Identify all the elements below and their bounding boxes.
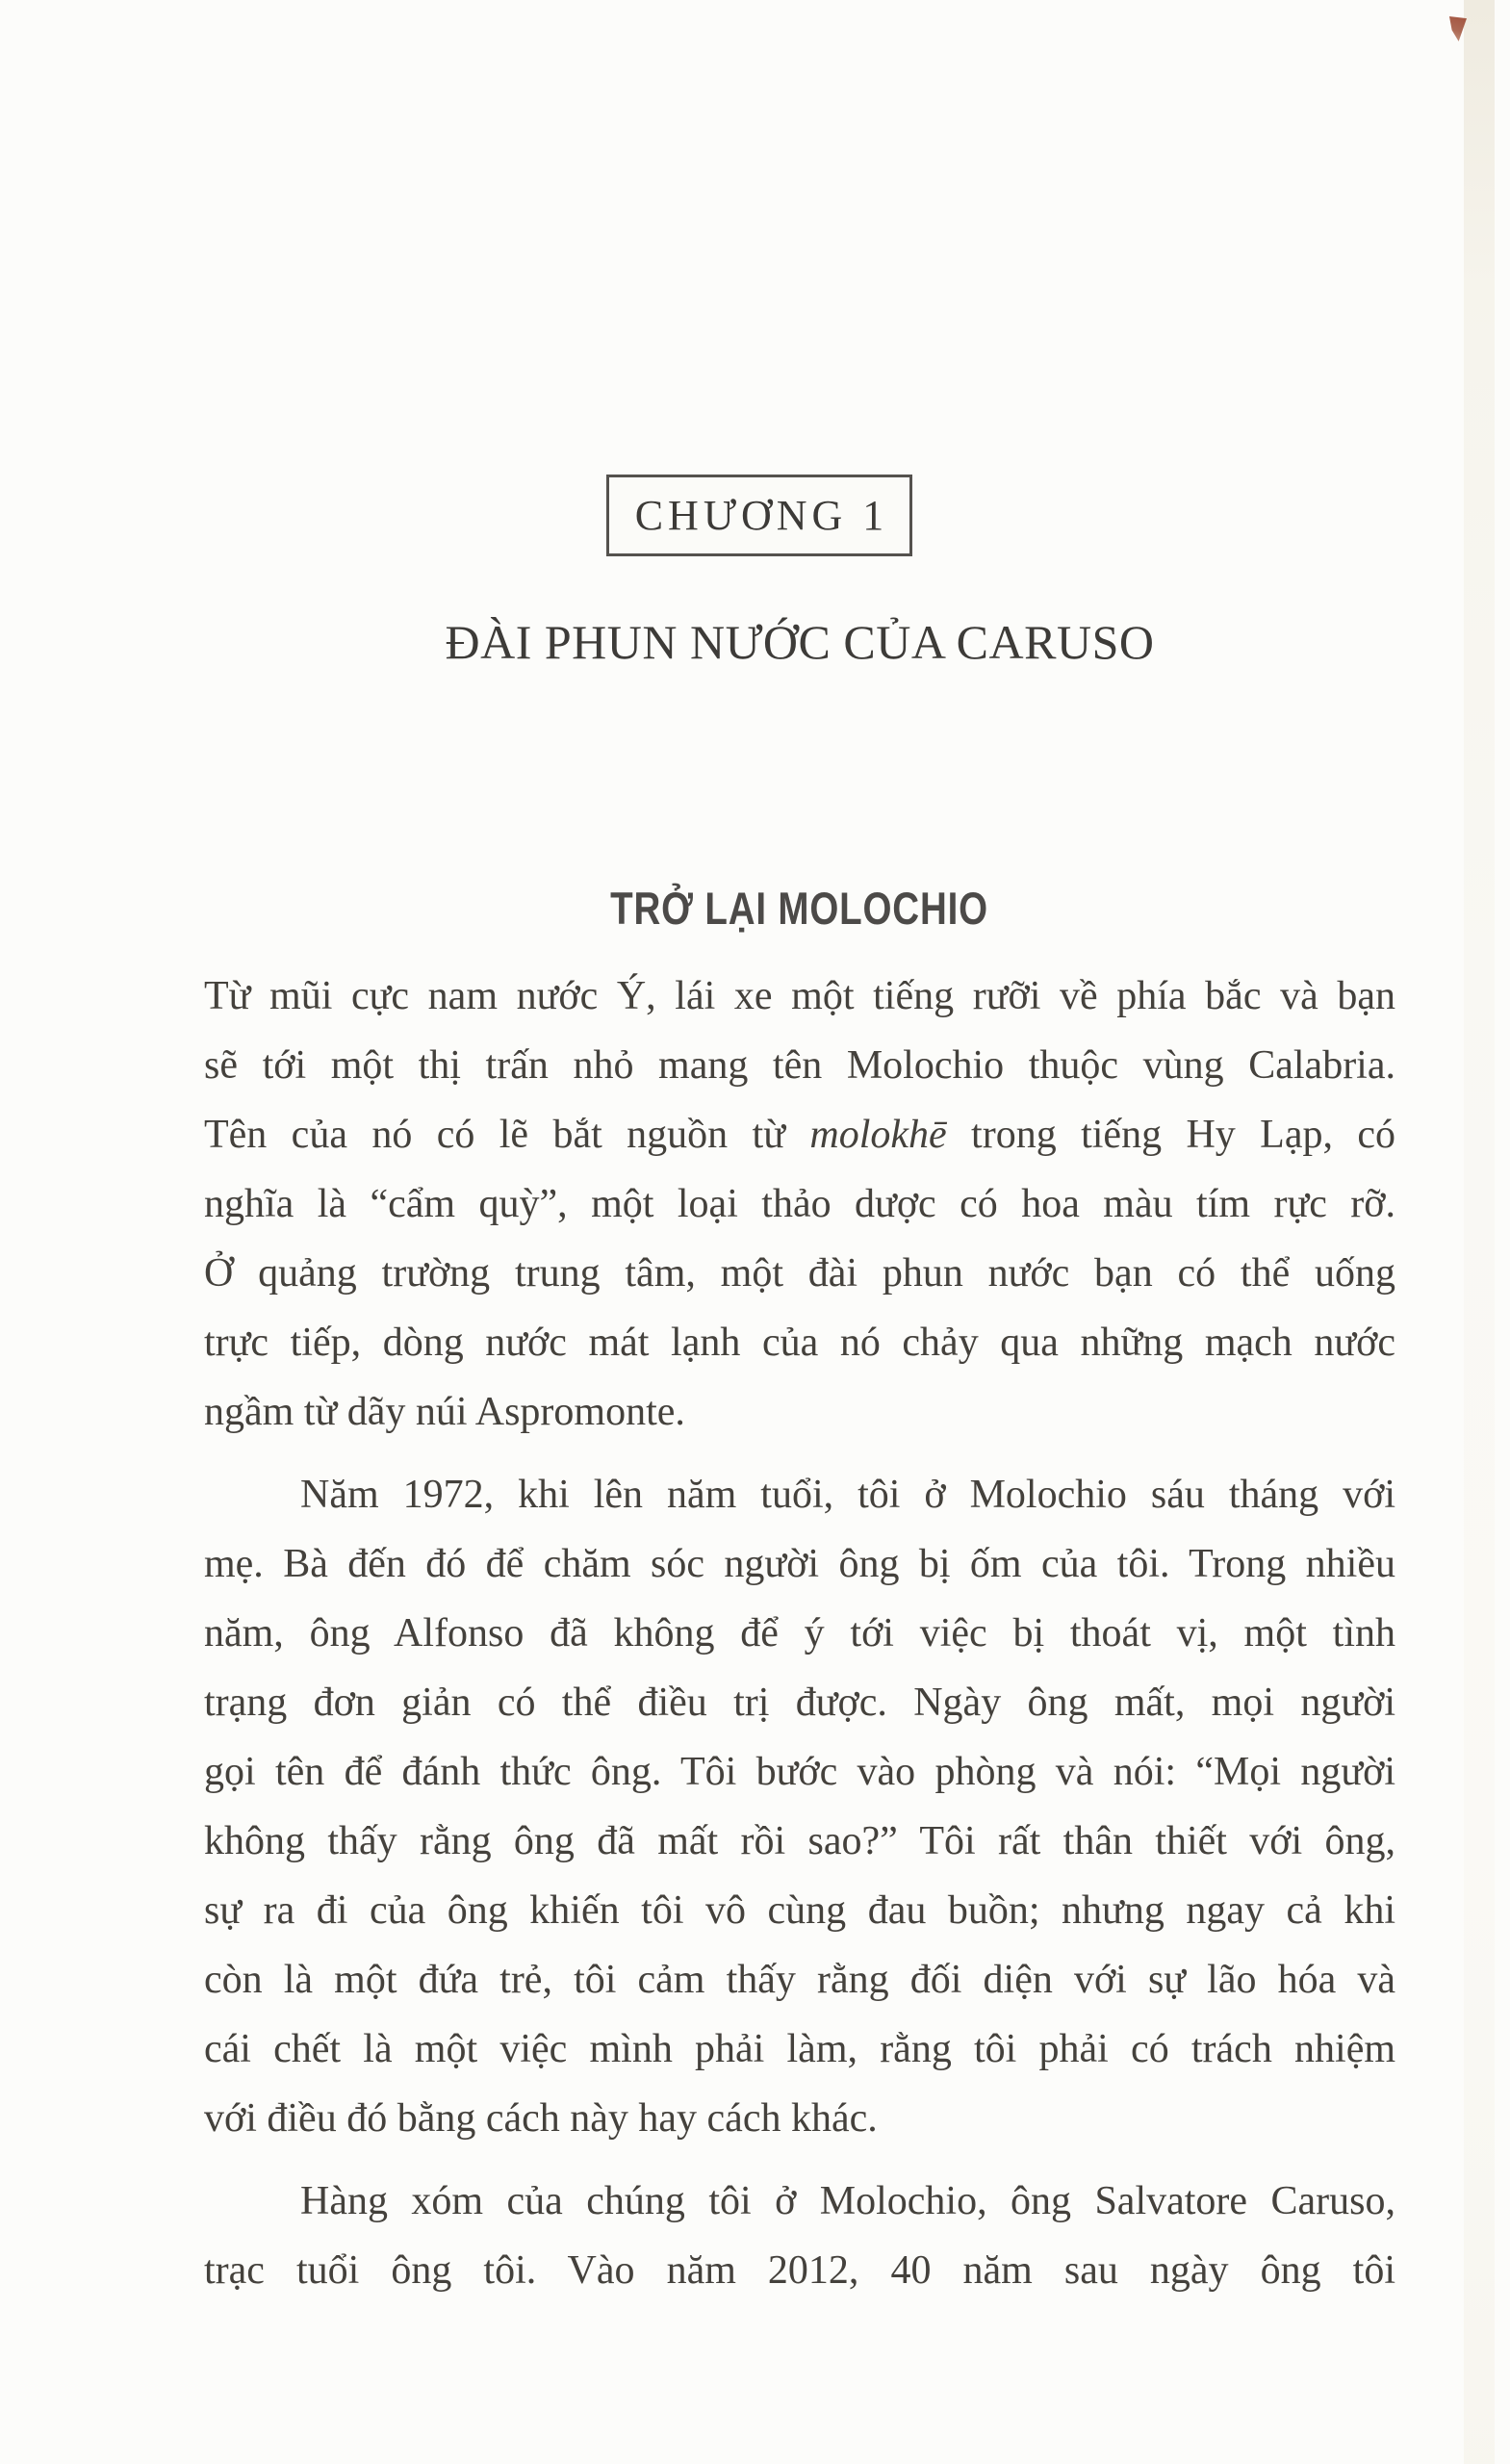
page-edge-shadow [1464,0,1495,2464]
body-text-segment: với điều đó bằng cách này hay cách khác. [204,2096,878,2141]
body-line [204,2236,1395,2305]
section-heading [204,882,1395,935]
body-line [204,1100,1395,1169]
body-line [204,1031,1395,1100]
chapter-number-label: CHƯƠNG 1 [634,492,889,539]
body-text-segment: không thấy rằng ông đã mất rồi sao?” Tôi rất thân thiết với ông, [204,1819,1395,1863]
body-text-segment: ngầm từ dãy núi Aspromonte. [204,1390,685,1434]
body-line [204,1599,1395,1668]
body-line [204,1529,1395,1599]
body-text-segment: cái chết là một việc mình phải làm, rằng tôi phải có trách nhiệm [204,2027,1395,2071]
body-text-segment: Từ mũi cực nam nước Ý, lái xe một tiếng rưỡi về phía bắc và bạn [204,974,1395,1018]
body-line [204,1169,1395,1239]
body-line [204,1737,1395,1807]
body-line [204,1945,1395,2015]
body-text-segment: Năm 1972, khi lên năm tuổi, tôi ở Molochio sáu tháng với [300,1473,1395,1517]
body-text-segment: Ở quảng trường trung tâm, một đài phun nước bạn có thể uống [204,1251,1395,1296]
italic-term: molokhē [809,1113,947,1157]
body-text-segment: mẹ. Bà đến đó để chăm sóc người ông bị ốm của tôi. Trong nhiều [204,1542,1395,1586]
body-text-segment: trạc tuổi ông tôi. Vào năm 2012, 40 năm sau ngày ông tôi [204,2248,1395,2293]
chapter-title: ĐÀI PHUN NƯỚC CỦA CARUSO [445,615,1155,669]
body-text-segment: sẽ tới một thị trấn nhỏ mang tên Molochio thuộc vùng Calabria. [204,1043,1395,1088]
body-text-segment: gọi tên để đánh thức ông. Tôi bước vào phòng và nói: “Mọi người [204,1750,1395,1794]
body-line [204,1377,1395,1447]
body-text-segment: Tên của nó có lẽ bắt nguồn từ [204,1113,810,1157]
body-line [204,1239,1395,1308]
scan-fleck-icon [1446,16,1467,41]
section-heading-label: TRỞ LẠI MOLOCHIO [610,883,989,934]
body-line [204,2167,1395,2236]
body-text-segment: năm, ông Alfonso đã không để ý tới việc bị thoát vị, một tình [204,1611,1395,1656]
body-line [204,2015,1395,2084]
body-line [204,1308,1395,1377]
body-paragraphs [204,962,1395,2305]
body-line [204,962,1395,1031]
body-text-segment: trong tiếng Hy Lạp, có [946,1113,1396,1157]
body-line [204,1668,1395,1737]
body-text-segment: sự ra đi của ông khiến tôi vô cùng đau buồn; nhưng ngay cả khi [204,1888,1395,1933]
body-text-segment: Hàng xóm của chúng tôi ở Molochio, ông Salvatore Caruso, [300,2179,1395,2223]
body-text-segment: trực tiếp, dòng nước mát lạnh của nó chảy qua những mạch nước [204,1321,1395,1365]
body-line [204,2084,1395,2153]
body-line [204,1876,1395,1945]
body-text-segment: nghĩa là “cẩm quỳ”, một loại thảo dược có hoa màu tím rực rỡ. [204,1182,1395,1226]
body-text-segment: trạng đơn giản có thể điều trị được. Ngày ông mất, mọi người [204,1681,1395,1725]
chapter-number-box [606,475,912,556]
body-line [204,1807,1395,1876]
body-line [204,1460,1395,1529]
body-text-segment: còn là một đứa trẻ, tôi cảm thấy rằng đối diện với sự lão hóa và [204,1958,1395,2002]
